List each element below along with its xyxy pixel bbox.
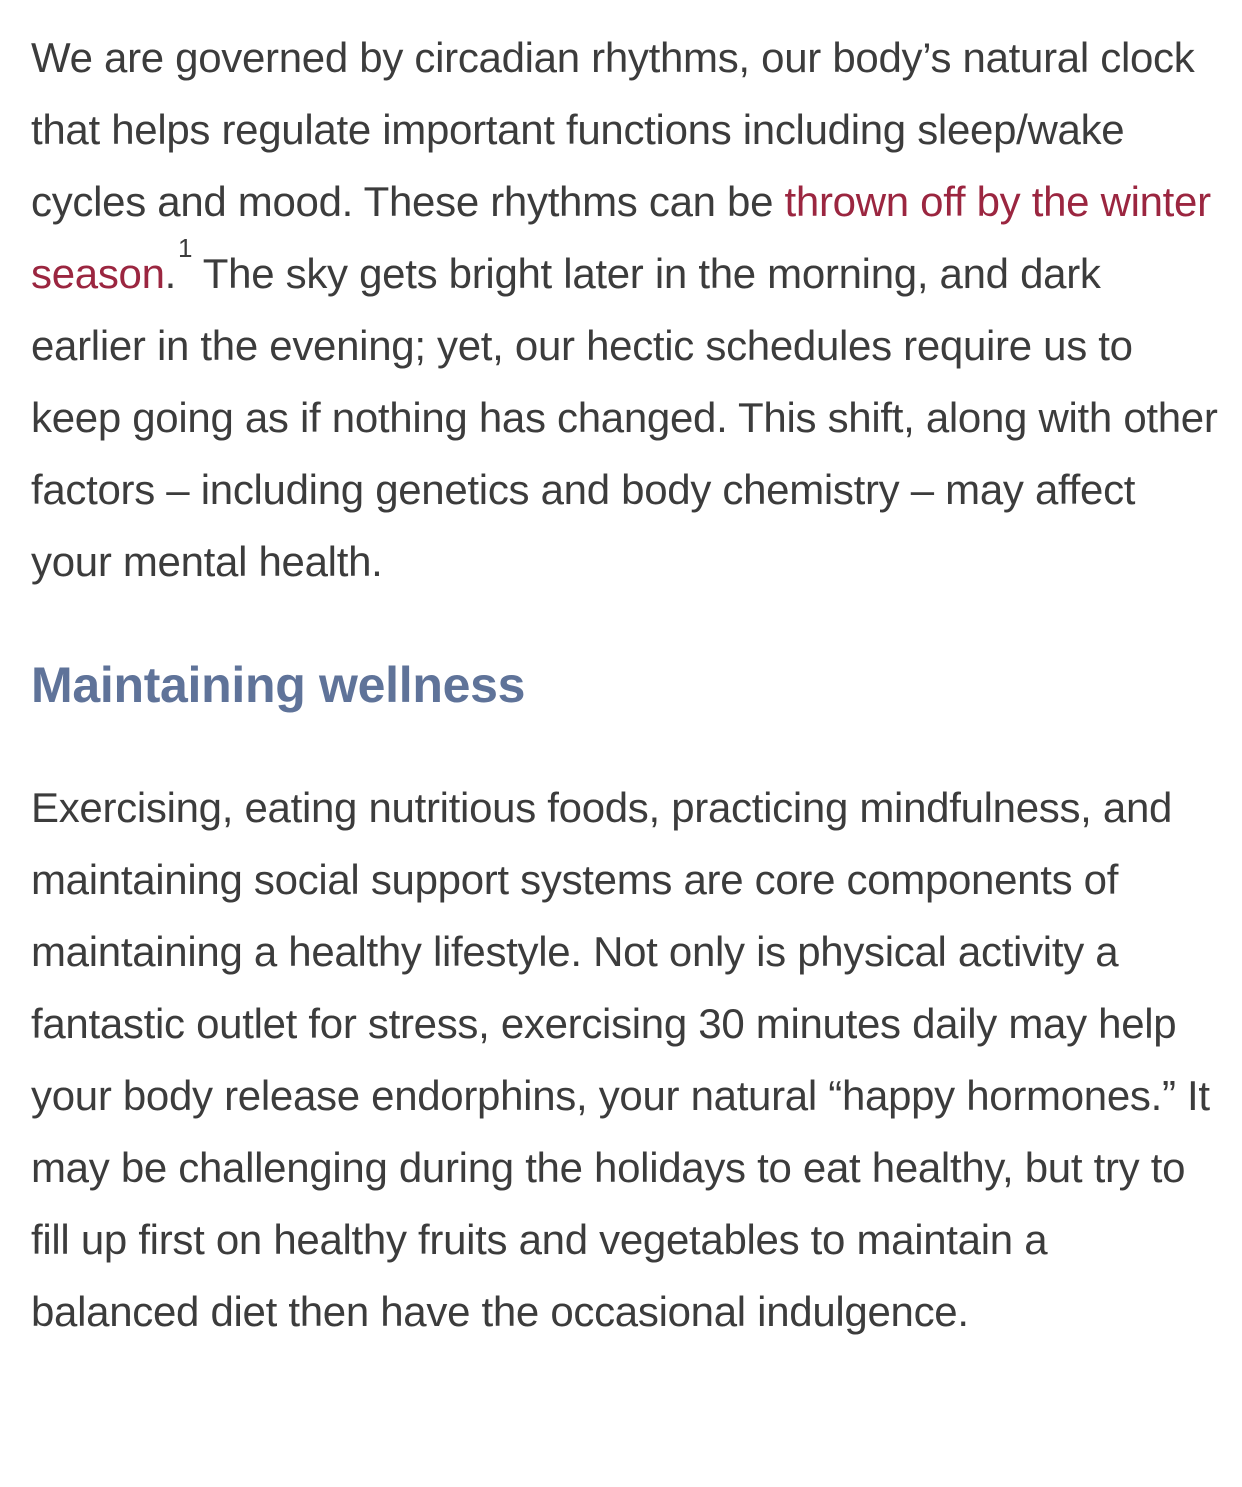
article-body [31,22,1226,1348]
paragraph-maintaining-wellness: Exercising, eating nutritious foods, practicing mindfulness, and maintaining social support systems are core components of maintaining a healthy lifestyle. Not only is physical activity a fantastic outlet for stress, exercising 30 minutes daily may help your body release endorphins, your natural “happy hormones.” It may be challenging during the holidays to eat healthy, but try to fill up first on healthy fruits and vegetables to maintain a balanced diet then have the occasional indulgence. [31,784,1210,1335]
paragraph-text-before-link: We are governed by circadian rhythms, our body’s natural clock that helps regulate important functions including sleep/wake cycles and mood. These rhythms can be [31,34,1195,225]
paragraph-circadian-rhythms [31,22,1226,598]
paragraph-text-after-footnote: The sky gets bright later in the morning, and dark earlier in the evening; yet, our hectic schedules require us to keep going as if nothing has changed. This shift, along with other factors – including genetics and body chemistry – may affect your mental health. [31,250,1218,585]
winter-season-link[interactable]: thrown off by the winter season [31,178,1211,297]
section-heading: Maintaining wellness [31,657,526,713]
paragraph-text-after-link: . [164,250,177,297]
footnote-marker[interactable]: 1 [178,233,193,263]
